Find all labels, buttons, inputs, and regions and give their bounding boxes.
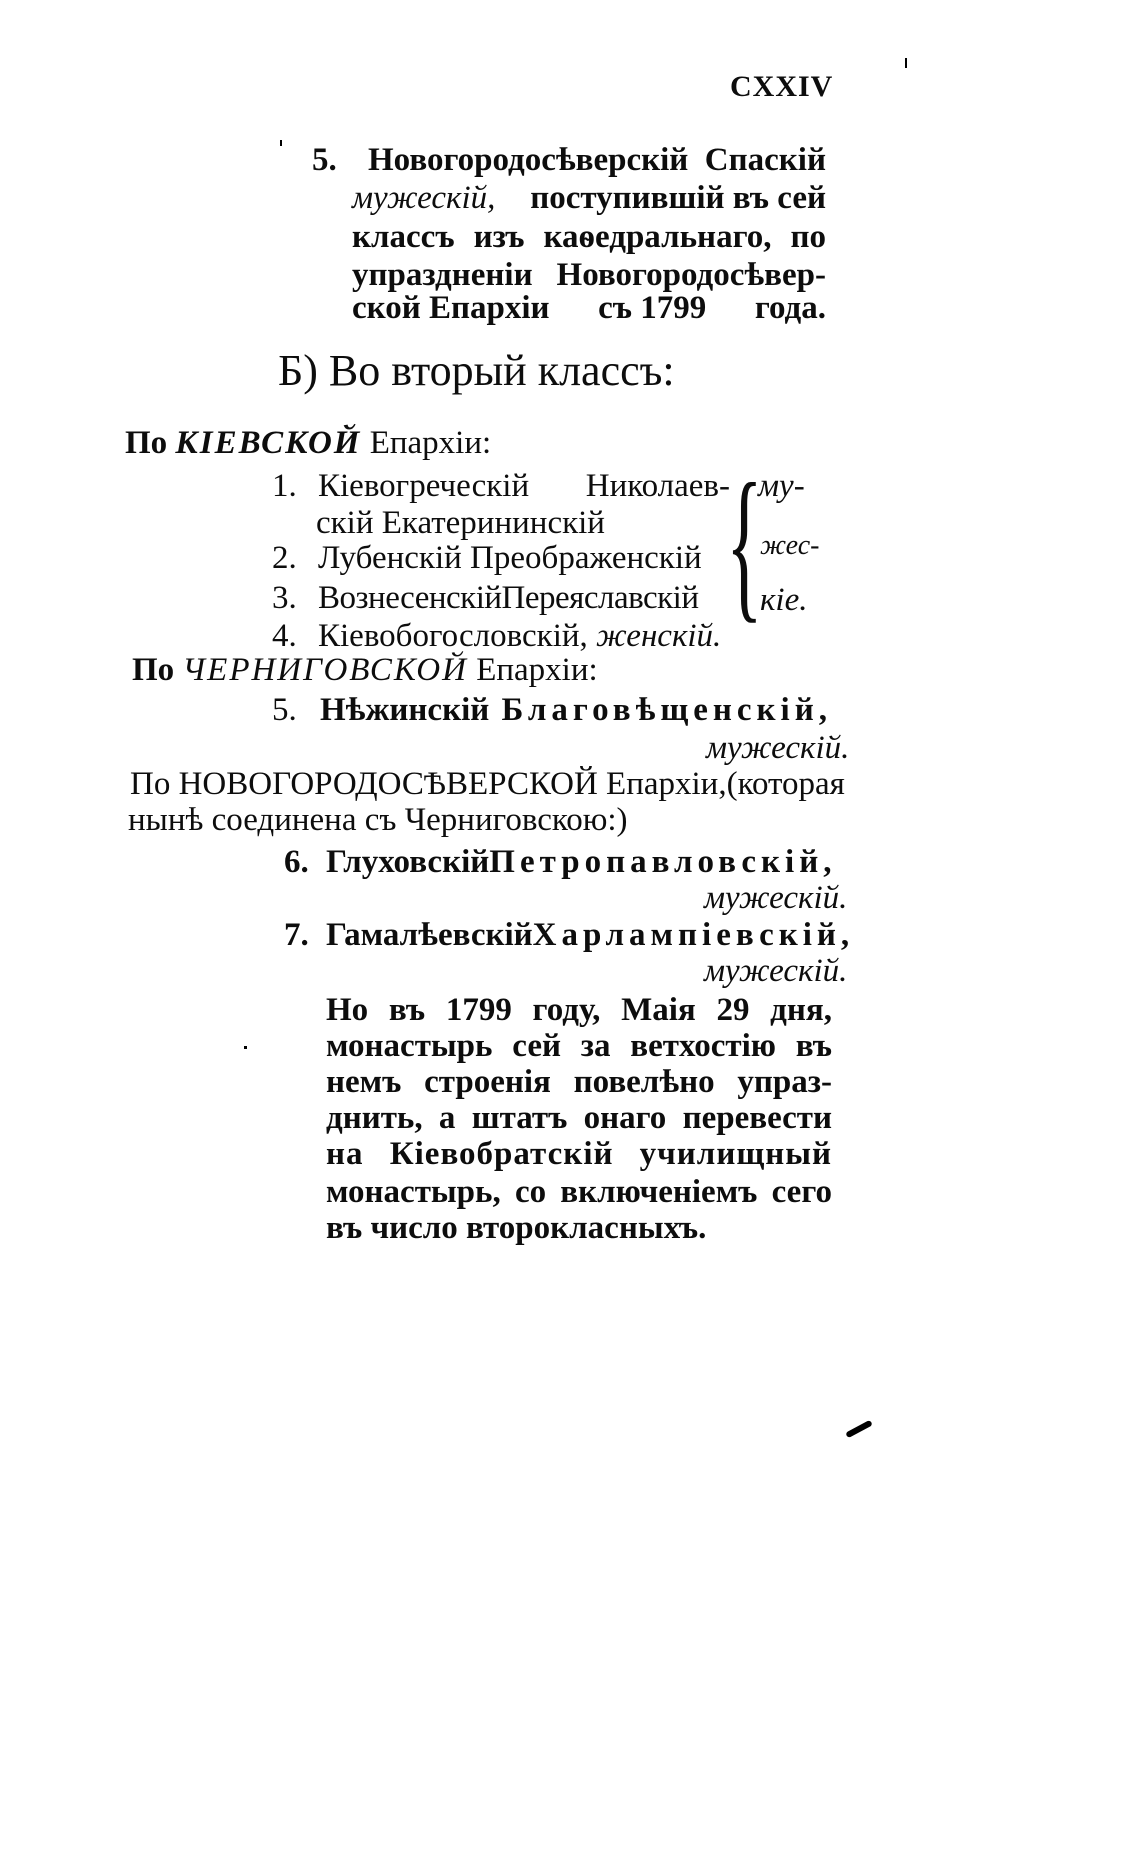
chernigov-item-5-text: Нѣжинскій Благовѣщенскій,	[320, 692, 832, 728]
novgorod-item-7-note: мужескій.	[704, 953, 848, 989]
novgorod-header-line-1: По НОВОГОРОДОСѢВЕРСКОЙ Епархіи,(которая	[130, 766, 845, 802]
novgorod-item-6-text: Глуховскій Петропавловскій,	[326, 844, 837, 880]
closing-line: на Кіевобратскій училищный	[326, 1136, 832, 1172]
kiev-item-1-text: Кіевогреческій Николаев-	[318, 468, 730, 504]
novgorod-header-line-2: нынѣ соединена съ Черниговскою:)	[128, 802, 628, 838]
kiev-item-2-number: 2.	[272, 540, 297, 576]
entry-5-line-3: классъ изъ каѳедральнаго, по	[352, 219, 826, 255]
ink-smudge	[845, 1420, 873, 1438]
entry-5-line-1: Новогородосѣверскій Спаскій	[368, 142, 826, 178]
print-speck	[280, 140, 282, 146]
kiev-item-3-number: 3.	[272, 580, 297, 616]
kiev-brace-note-1: му-	[758, 468, 805, 504]
kiev-brace: {	[726, 449, 763, 637]
section-heading: Б) Во вторый классъ:	[278, 346, 675, 395]
novgorod-item-6-number: 6.	[284, 844, 309, 880]
closing-line: днить, а штатъ онаго перевести	[326, 1100, 832, 1136]
novgorod-item-7-number: 7.	[284, 917, 309, 953]
entry-5-line-2: мужескій, поступившій въ сей	[352, 180, 826, 216]
chernigov-item-5-note: мужескій.	[706, 730, 850, 766]
chernigov-header: По ЧЕРНИГОВСКОЙ Епархіи:	[132, 652, 598, 688]
print-speck	[244, 1046, 247, 1049]
closing-line: въ число второкласныхъ.	[326, 1210, 707, 1246]
kiev-item-4-text: Кіевобогословскій, женскій.	[318, 618, 722, 654]
chernigov-item-5-number: 5.	[272, 692, 297, 728]
closing-line: немъ строенія повелѣно упраз-	[326, 1064, 832, 1100]
closing-line: монастырь, со включеніемъ сего	[326, 1174, 832, 1210]
kiev-brace-note-2: жес-	[760, 530, 820, 561]
closing-line: монастырь сей за ветхостію въ	[326, 1028, 832, 1064]
kiev-item-1-continuation: скій Екатерининскій	[316, 505, 605, 541]
entry-5-number: 5.	[312, 142, 337, 178]
entry-5-line-4: упраздненіи Новогородосѣвер-	[352, 257, 826, 293]
kiev-item-4-number: 4.	[272, 618, 297, 654]
print-speck	[905, 58, 907, 68]
kiev-item-1-number: 1.	[272, 468, 297, 504]
closing-line: Но въ 1799 году, Маія 29 дня,	[326, 992, 832, 1028]
kiev-header: По КІЕВСКОЙ Епархіи:	[125, 425, 492, 461]
novgorod-item-7-text: Гамалѣевскій Харлампіевскій,	[326, 917, 855, 953]
kiev-item-3-text: ВознесенскійПереяславскій	[318, 580, 699, 616]
novgorod-item-6-note: мужескій.	[704, 880, 848, 916]
entry-5-line-5: ской Епархіи съ 1799 года.	[352, 290, 826, 326]
page-number: CXXIV	[730, 70, 834, 103]
kiev-item-2-text: Лубенскій Преображенскій	[318, 540, 702, 576]
kiev-brace-note-3: кіе.	[760, 582, 808, 618]
